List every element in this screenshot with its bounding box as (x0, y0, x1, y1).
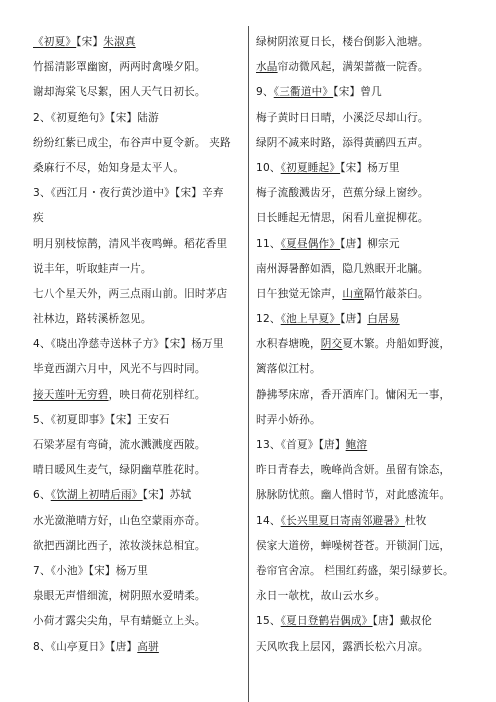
text-segment: 桑麻行不尽，始知身是太平人。 (33, 161, 185, 174)
text-line (256, 181, 468, 206)
text-segment: 疾 (33, 212, 44, 225)
underlined-text: 《初夏》 (33, 36, 77, 48)
text-segment: 5、《初夏即事》【宋】王安石 (33, 413, 170, 426)
text-segment: 晴日暖风生麦气，绿阴幽草胜花时。 (33, 464, 206, 477)
text-line (256, 156, 468, 181)
text-line (33, 534, 245, 559)
text-line (33, 357, 245, 382)
text-line (256, 559, 468, 584)
text-line (256, 609, 468, 634)
text-line (256, 30, 468, 55)
column-divider (248, 26, 249, 702)
text-line (256, 257, 468, 282)
text-line (33, 332, 245, 357)
text-segment: 时弄小娇孙。 (256, 413, 321, 426)
text-segment: 【宋】苏轼 (142, 489, 192, 502)
text-line (33, 55, 245, 80)
underlined-text: 高骈 (137, 640, 159, 653)
text-line (256, 307, 468, 332)
underlined-text: 接天莲叶无穷碧 (33, 388, 109, 401)
text-line (33, 483, 245, 508)
underlined-text: 《三衢道中》 (273, 86, 334, 99)
left-column (33, 30, 245, 660)
text-line (33, 635, 245, 660)
text-line (33, 106, 245, 131)
text-line (33, 559, 245, 584)
text-line (33, 433, 245, 458)
text-segment: 竹摇清影罩幽窗，两两时禽噪夕阳。 (33, 61, 206, 74)
text-segment: 夏木繁。舟船如野渡， (342, 338, 451, 351)
text-line (256, 55, 468, 80)
underlined-text: 《夏昼偶作》 (280, 237, 341, 250)
text-segment: 日长睡起无情思，闲看儿童捉柳花。 (256, 212, 429, 225)
text-line (256, 483, 468, 508)
text-segment: 水光潋滟晴方好，山色空蒙雨亦奇。 (33, 514, 206, 527)
underlined-text: 阴交 (320, 338, 343, 351)
text-segment: 水积春塘晚， (256, 338, 321, 351)
text-line (33, 80, 245, 105)
text-segment: 篱落似江村。 (256, 363, 321, 376)
text-segment: 绿树阴浓夏日长，楼台倒影入池塘。 (256, 36, 429, 48)
text-line (256, 509, 468, 534)
underlined-text: 白居易 (367, 313, 400, 326)
text-segment: 帘动微风起，满架蔷薇一院香。 (277, 61, 429, 74)
text-segment: 【宋】 (76, 36, 104, 48)
text-segment: 纷纷红紫已成尘，布谷声中夏令新。 夹路 (33, 136, 231, 149)
text-segment: 天风吹我上层冈，露洒长松六月凉。 (256, 640, 429, 653)
text-line (33, 584, 245, 609)
text-segment: 昨日青春去，晚峰尚含妍。虽留有馀态， (256, 464, 451, 477)
text-line (256, 357, 468, 382)
text-segment: 侯家大道傍，蝉噪树苍苍。开锁洞门远， (256, 539, 451, 552)
text-segment: 永日一欹枕，故山云水乡。 (256, 590, 386, 603)
text-line (256, 408, 468, 433)
text-line (33, 181, 245, 206)
text-segment: 梅子流酸溅齿牙，芭蕉分绿上窗纱。 (256, 187, 429, 200)
text-line (256, 282, 468, 307)
underlined-text: 朱淑真 (103, 36, 136, 48)
text-line (256, 584, 468, 609)
underlined-text: 鲍溶 (345, 439, 368, 451)
text-line (33, 30, 245, 55)
text-line (33, 307, 245, 332)
text-line (256, 458, 468, 483)
text-segment: 绿阴不减来时路，添得黄鹂四五声。 (256, 136, 429, 149)
text-segment: 【唐】柳宗元 (340, 237, 400, 250)
underlined-text: 《长兴里夏日寄南邻避暑》 (280, 514, 405, 527)
text-segment: 3、《西江月・夜行黄沙道中》【宋】辛弃 (33, 187, 224, 200)
text-segment: 谢却海棠飞尽絮，困人天气日初长。 (33, 86, 206, 99)
text-segment: 8、《山亭夏日》【唐】 (33, 640, 138, 653)
text-line (256, 433, 468, 458)
text-segment: 社林边，路转溪桥忽见。 (33, 313, 152, 326)
text-line (256, 383, 468, 408)
text-line (33, 131, 245, 156)
text-segment: 15、 (256, 615, 281, 628)
text-segment: 卷帘官舍凉。 栏围红药盛，架引绿萝长。 (256, 564, 454, 577)
text-segment: 梅子黄时日日晴，小溪泛尽却山行。 (256, 111, 429, 124)
text-line (256, 80, 468, 105)
text-segment: 七八个星天外，两三点雨山前。旧时茅店 (33, 287, 228, 300)
text-segment: 2、《初夏绝句》【宋】陆游 (33, 111, 159, 124)
underlined-text: 水晶 (256, 61, 278, 74)
text-segment: 静拂琴床席，香开酒库门。慵闲无一事， (256, 388, 451, 401)
text-segment: 隔竹敲茶臼。 (363, 287, 429, 300)
text-segment: 明月别枝惊鹊，清风半夜鸣蝉。稻花香里 (33, 237, 228, 250)
text-segment: 泉眼无声惜细流，树阴照水爱晴柔。 (33, 590, 206, 603)
text-segment: 日午独觉无馀声， (256, 287, 343, 300)
text-line (33, 156, 245, 181)
underlined-text: 《饮湖上初晴后雨》 (50, 489, 143, 502)
text-segment: 说丰年，听取蛙声一片。 (33, 262, 152, 275)
text-segment: 【宋】曾几 (333, 86, 382, 99)
text-segment: 14、 (256, 514, 281, 527)
underlined-text: 《池上早夏》 (280, 313, 341, 326)
text-segment: 13、《首夏》【唐】 (256, 439, 346, 451)
text-line (33, 232, 245, 257)
text-line (256, 332, 468, 357)
text-segment: 脉脉防忧煎。幽人惜时节，对此感流年。 (256, 489, 451, 502)
text-segment: 【唐】 (340, 313, 368, 326)
text-segment: 12、 (256, 313, 281, 326)
text-segment: 小荷才露尖尖角，早有蜻蜓立上头。 (33, 615, 206, 628)
text-line (256, 635, 468, 660)
text-segment: 11、 (256, 237, 281, 250)
text-segment: 9、 (256, 86, 274, 99)
text-segment: 【唐】戴叔伦 (372, 615, 432, 628)
right-column (256, 30, 468, 660)
underlined-text: 《初夏睡起》 (280, 161, 341, 174)
text-segment: 欲把西湖比西子，浓妆淡抹总相宜。 (33, 539, 206, 552)
text-segment: 10、 (256, 161, 281, 174)
text-line (33, 609, 245, 634)
text-line (256, 232, 468, 257)
text-segment: 杜牧 (404, 514, 427, 527)
text-segment: 石梁茅屋有弯碕，流水溅溅度西陂。 (33, 439, 206, 451)
text-line (33, 257, 245, 282)
underlined-text: 《夏日登鹤岩偶成》 (280, 615, 373, 628)
text-line (33, 509, 245, 534)
text-line (33, 206, 245, 231)
text-segment: ，映日荷花别样红。 (108, 388, 206, 401)
text-segment: 4、《晓出净慈寺送林子方》【宋】杨万里 (33, 338, 224, 351)
text-line (33, 383, 245, 408)
text-line (33, 458, 245, 483)
text-line (256, 131, 468, 156)
text-line (256, 106, 468, 131)
text-segment: 6、 (33, 489, 51, 502)
text-line (256, 534, 468, 559)
text-line (33, 282, 245, 307)
underlined-text: 山童 (342, 287, 364, 300)
text-segment: 【宋】杨万里 (340, 161, 400, 174)
text-segment: 毕竟西湖六月中，风光不与四时同。 (33, 363, 206, 376)
text-line (256, 206, 468, 231)
text-segment: 7、《小池》【宋】杨万里 (33, 564, 149, 577)
text-segment: 南州溽暑醉如酒，隐几熟眠开北牖。 (256, 262, 429, 275)
text-line (33, 408, 245, 433)
